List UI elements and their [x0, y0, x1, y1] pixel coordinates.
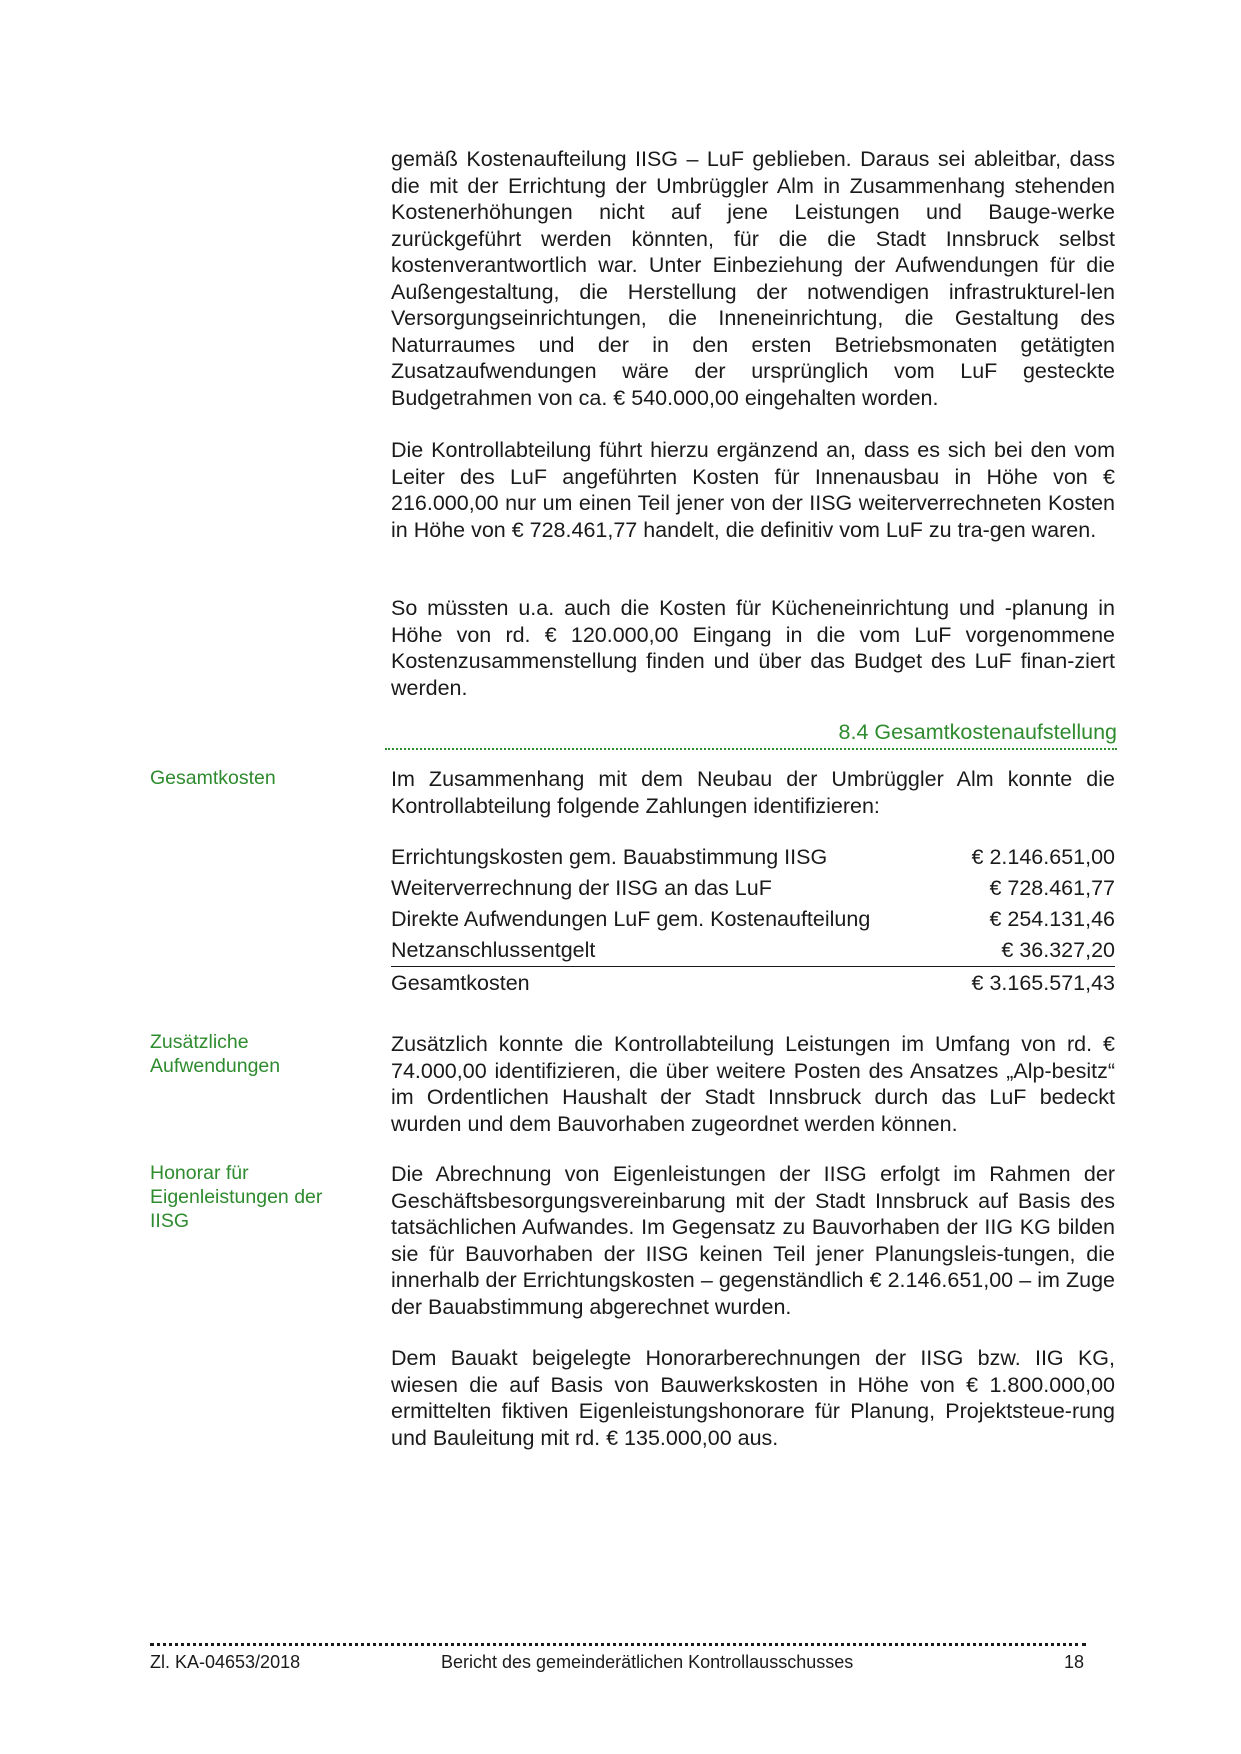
margin-note-line: Zusätzliche: [150, 1031, 249, 1053]
page-number: 18: [1064, 1652, 1085, 1672]
footer-reference: Zl. KA-04653/2018: [150, 1652, 301, 1672]
table-total-row: [391, 967, 1115, 1001]
margin-note-honorar: [150, 1161, 350, 1233]
body-paragraph-7: Dem Bauakt beigelegte Honorarberechnungen der IISG bzw. IIG KG, wiesen die auf Basis von Bauwerkskosten in Höhe von € 1.800.000,00 ermittelten fiktiven Eigenleistungshonorare für Planung, Projektsteue-rung und Bauleitung mit rd. € 135.000,00 aus.: [391, 1346, 1115, 1450]
margin-note-line: Eigenleistungen der: [150, 1186, 323, 1208]
cost-amount: € 728.461,77: [989, 876, 1115, 900]
body-paragraph-3: So müssten u.a. auch die Kosten für Kücheneinrichtung und -planung in Höhe von rd. € 120.000,00 Eingang in die vom LuF vorgenommene Kostenzusammenstellung finden und über das Budget des LuF finan-ziert werden.: [391, 596, 1115, 700]
margin-note-line: IISG: [150, 1210, 190, 1232]
margin-note-gesamtkosten: [150, 766, 350, 790]
table-row: [391, 873, 1115, 904]
footer-divider: [150, 1643, 1086, 1646]
margin-note-line: Aufwendungen: [150, 1055, 281, 1077]
margin-note-zusaetzliche-aufwendungen: [150, 1030, 350, 1078]
cost-label: Errichtungskosten gem. Bauabstimmung IISG: [391, 845, 828, 869]
body-paragraph-6: Die Abrechnung von Eigenleistungen der IISG erfolgt im Rahmen der Geschäftsbesorgungsvereinbarung mit der Stadt Innsbruck auf Basis des tatsächlichen Aufwandes. Im Gegensatz zu Bauvorhaben der IIG KG bilden sie für Bauvorhaben der IISG keinen Teil jener Planungsleis-tungen, die innerhalb der Errichtungskosten – gegenständlich € 2.146.651,00 – im Zuge der Bauabstimmung abgerechnet wurden.: [391, 1162, 1115, 1319]
total-amount: € 3.165.571,43: [948, 967, 1115, 1001]
body-paragraph-1: gemäß Kostenaufteilung IISG – LuF geblieben. Daraus sei ableitbar, dass die mit der Errichtung der Umbrüggler Alm in Zusammenhang stehenden Kostenerhöhungen nicht auf jene Leistungen und Bauge-werke zurückgeführt werden könnten, für die die Stadt Innsbruck selbst kostenverantwortlich war. Unter Einbeziehung der Aufwendungen für die Außengestaltung, die Herstellung der notwendigen infrastrukturel-len Versorgungseinrichtungen, die Inneneinrichtung, die Gestaltung des Naturraumes und der in den ersten Betriebsmonaten getätigten Zusatzaufwendungen wäre der ursprünglich vom LuF gesteckte Budgetrahmen von ca. € 540.000,00 eingehalten worden.: [391, 147, 1115, 410]
cost-amount: € 36.327,20: [1001, 938, 1115, 962]
body-paragraph-4: Im Zusammenhang mit dem Neubau der Umbrüggler Alm konnte die Kontrollabteilung folgende Zahlungen identifizieren:: [391, 767, 1115, 818]
table-row: [391, 904, 1115, 935]
margin-note-line: Honorar für: [150, 1162, 249, 1184]
margin-note-line: Gesamtkosten: [150, 767, 276, 789]
cost-table: [391, 842, 1115, 1000]
body-paragraph-5: Zusätzlich konnte die Kontrollabteilung Leistungen im Umfang von rd. € 74.000,00 identifizieren, die über weitere Posten des Ansatzes „Alp-besitz“ im Ordentlichen Haushalt der Stadt Innsbruck durch das LuF bedeckt wurden und dem Bauvorhaben zugeordnet werden können.: [391, 1032, 1115, 1136]
body-paragraph-2: Die Kontrollabteilung führt hierzu ergänzend an, dass es sich bei den vom Leiter des LuF angeführten Kosten für Innenausbau in Höhe von € 216.000,00 nur um einen Teil jener von der IISG weiterverrechneten Kosten in Höhe von € 728.461,77 handelt, die definitiv vom LuF zu tra-gen waren.: [391, 438, 1115, 542]
footer-title: Bericht des gemeinderätlichen Kontrollausschusses: [441, 1652, 854, 1672]
total-label: Gesamtkosten: [391, 967, 948, 1001]
cost-label: Weiterverrechnung der IISG an das LuF: [391, 876, 772, 900]
cost-label: Netzanschlussentgelt: [391, 938, 596, 962]
table-row: [391, 935, 1115, 967]
cost-amount: € 254.131,46: [989, 907, 1115, 931]
cost-label: Direkte Aufwendungen LuF gem. Kostenaufteilung: [391, 907, 871, 931]
table-row: [391, 842, 1115, 873]
section-heading: 8.4 Gesamtkostenaufstellung: [385, 719, 1117, 750]
cost-amount: € 2.146.651,00: [971, 845, 1115, 869]
